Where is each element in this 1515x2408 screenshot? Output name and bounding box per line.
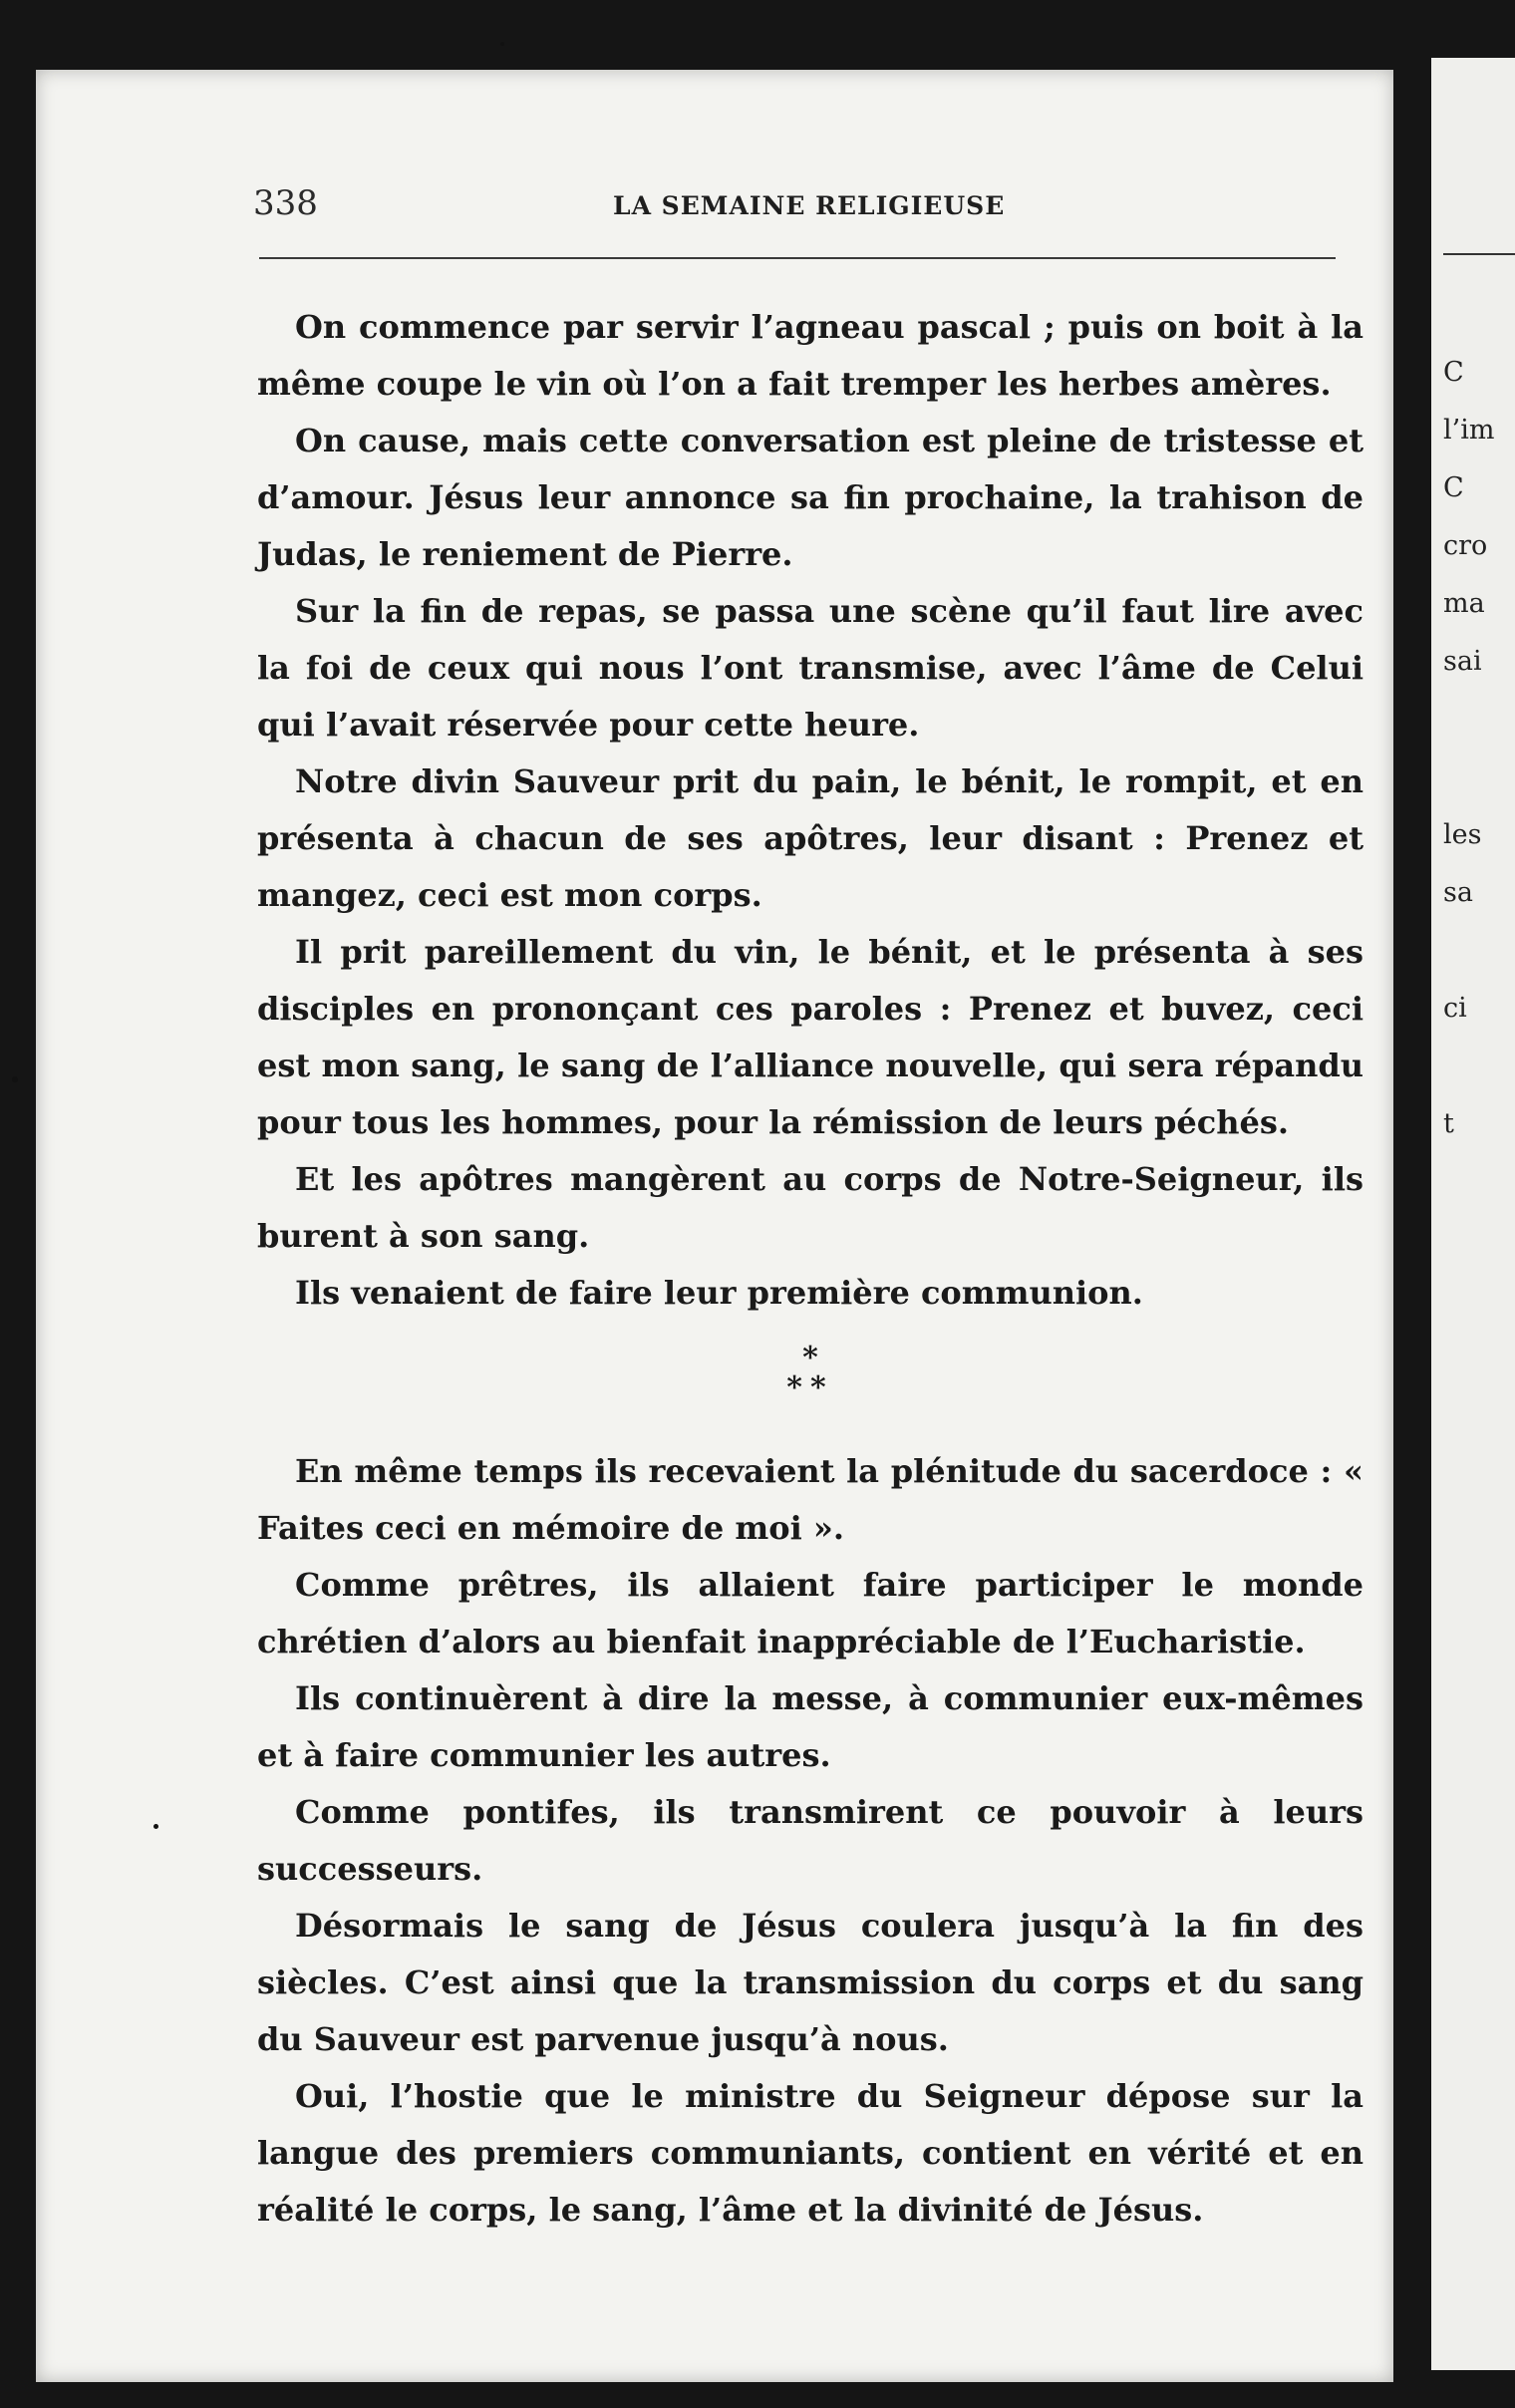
facing-page-edge <box>1431 58 1515 2370</box>
asterism-divider <box>257 1341 1364 1405</box>
facing-fragment: C <box>1443 472 1464 503</box>
paragraph: On commence par servir l’agneau pascal ; puis on boit à la même coupe le vin où l’on a fait tremper les herbes amères. <box>257 308 1364 403</box>
body-text <box>257 299 1364 2239</box>
facing-fragment: sa <box>1443 877 1473 908</box>
paragraph: Et les apôtres mangèrent au corps de Notre-Seigneur, ils burent à son sang. <box>257 1160 1364 1255</box>
paragraph: Désormais le sang de Jésus coulera jusqu’à la fin des siècles. C’est ainsi que la transmission du corps et du sang du Sauveur est parvenue jusqu’à nous. <box>257 1907 1364 2058</box>
header-rule <box>259 257 1336 259</box>
paragraph: En même temps ils recevaient la plénitude du sacerdoce : « Faites ceci en mémoire de moi ». <box>257 1452 1364 1547</box>
scan-speck <box>12 1076 18 1082</box>
paragraph: Ils venaient de faire leur première communion. <box>295 1274 1143 1312</box>
page-header <box>219 183 1336 227</box>
paragraph: On cause, mais cette conversation est pleine de tristesse et d’amour. Jésus leur annonce sa fin prochaine, la trahison de Judas, le reniement de Pierre. <box>257 422 1364 573</box>
facing-fragment: cro <box>1443 530 1488 561</box>
facing-fragment: ci <box>1443 993 1467 1024</box>
facing-fragment: t <box>1443 1108 1454 1139</box>
paragraph: Sur la fin de repas, se passa une scène qu’il faut lire avec la foi de ceux qui nous l’ont transmise, avec l’âme de Celui qui l’avait réservée pour cette heure. <box>257 592 1364 744</box>
facing-fragment: C <box>1443 357 1464 388</box>
running-title: LA SEMAINE RELIGIEUSE <box>613 191 1006 220</box>
facing-fragment: sai <box>1443 646 1482 677</box>
paragraph: Comme prêtres, ils allaient faire participer le monde chrétien d’alors au bienfait inappréciable de l’Eucharistie. <box>257 1566 1364 1660</box>
facing-fragment: les <box>1443 819 1482 850</box>
facing-fragment: ma <box>1443 588 1485 619</box>
facing-fragment: l’im <box>1443 415 1495 446</box>
asterism-top: * <box>802 1341 818 1375</box>
paragraph: Il prit pareillement du vin, le bénit, et le présenta à ses disciples en prononçant ces paroles : Prenez et buvez, ceci est mon sang, le sang de l’alliance nouvelle, qui sera répandu pour tous les hommes, pour la rémission de leurs péchés. <box>257 933 1364 1141</box>
paragraph: Notre divin Sauveur prit du pain, le bénit, le rompit, et en présenta à chacun de ses apôtres, leur disant : Prenez et mangez, ceci est mon corps. <box>257 762 1364 914</box>
paragraph: Oui, l’hostie que le ministre du Seigneur dépose sur la langue des premiers communiants, contient en vérité et en réalité le corps, le sang, l’âme et la divinité de Jésus. <box>257 2077 1364 2229</box>
scan-speck <box>500 42 504 46</box>
scan-speck <box>153 1824 158 1829</box>
paragraph: Comme pontifes, ils transmirent ce pouvoir à leurs successeurs. <box>257 1793 1364 1888</box>
asterism-bottom: ** <box>786 1370 834 1405</box>
page-number: 338 <box>253 183 318 223</box>
facing-page-rule <box>1443 253 1515 255</box>
paragraph: Ils continuèrent à dire la messe, à communier eux-mêmes et à faire communier les autres. <box>257 1679 1364 1774</box>
